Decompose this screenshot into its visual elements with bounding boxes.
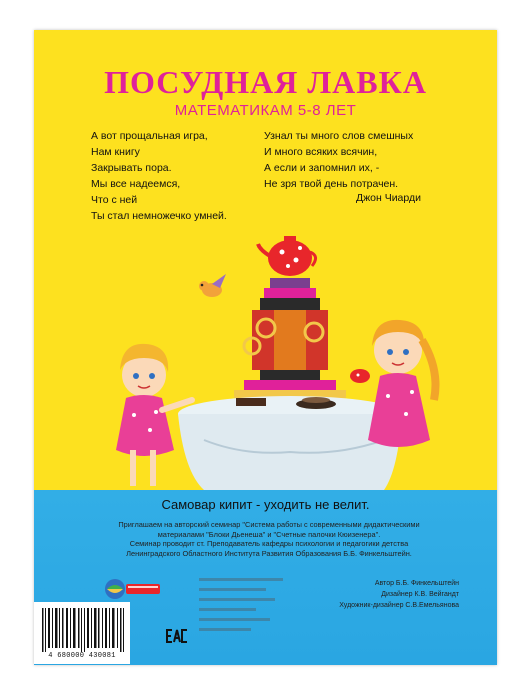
poem-line: Закрывать пора. (91, 162, 172, 174)
fine-print-text (199, 578, 294, 643)
seminar-line: Приглашаем на авторский семинар "Система работы с современными дидактическими (118, 520, 420, 529)
credit-line: Автор Б.Б. Финкельштейн (374, 580, 459, 587)
seminar-line: Ленинградского Областного Института Развития Образования Б.Б. Финкельштейн. (126, 548, 412, 558)
eac-mark-icon (166, 628, 188, 644)
poem-line: А если и запомнил их, - (264, 162, 380, 174)
slogan: Самовар кипит - уходить не велит. (161, 497, 370, 512)
samovar-icon (234, 278, 346, 398)
barcode-icon (42, 608, 124, 652)
book-back-cover (34, 30, 497, 665)
poem-line: Мы все надеемся, (91, 178, 181, 190)
credits-block (294, 578, 459, 611)
poem-line: А вот прощальная игра, (91, 130, 208, 142)
age-subtitle: МАТЕМАТИКАМ 5-8 ЛЕТ (174, 102, 357, 119)
credit-line: Художник-дизайнер С.В.Емельянова (339, 602, 459, 609)
barcode-number: 4 680000 430081 (48, 652, 116, 660)
poem-line: Ты стал немножечко умней. (91, 210, 227, 222)
poem-line: Не зря твой день потрачен. (264, 178, 399, 190)
poem-right-column (264, 128, 413, 192)
table-icon (178, 396, 402, 490)
poem-author: Джон Чиарди (356, 192, 421, 204)
poem-line: Что с ней (91, 194, 138, 206)
teapot-icon (258, 236, 316, 276)
book-title: ПОСУДНАЯ ЛАВКА (104, 64, 427, 100)
poem-line: И много всяких всячин, (264, 146, 378, 158)
barcode (34, 602, 130, 664)
poem-line: Нам книгу (91, 146, 140, 158)
credit-line: Дизайнер К.В. Вейгандт (381, 591, 459, 598)
seminar-announcement (84, 520, 454, 558)
bird-icon (199, 274, 226, 297)
publisher-logo-icon (104, 578, 162, 600)
poem-line: Узнал ты много слов смешных (264, 130, 414, 142)
seminar-line: Семинар проводит ст. Преподаватель кафедры психологии и педагогики детства (129, 539, 409, 548)
tea-party-illustration (94, 200, 454, 500)
seminar-line: материалами "Блоки Дьенеша" и "Счетные палочки Кюизенера". (157, 529, 381, 539)
